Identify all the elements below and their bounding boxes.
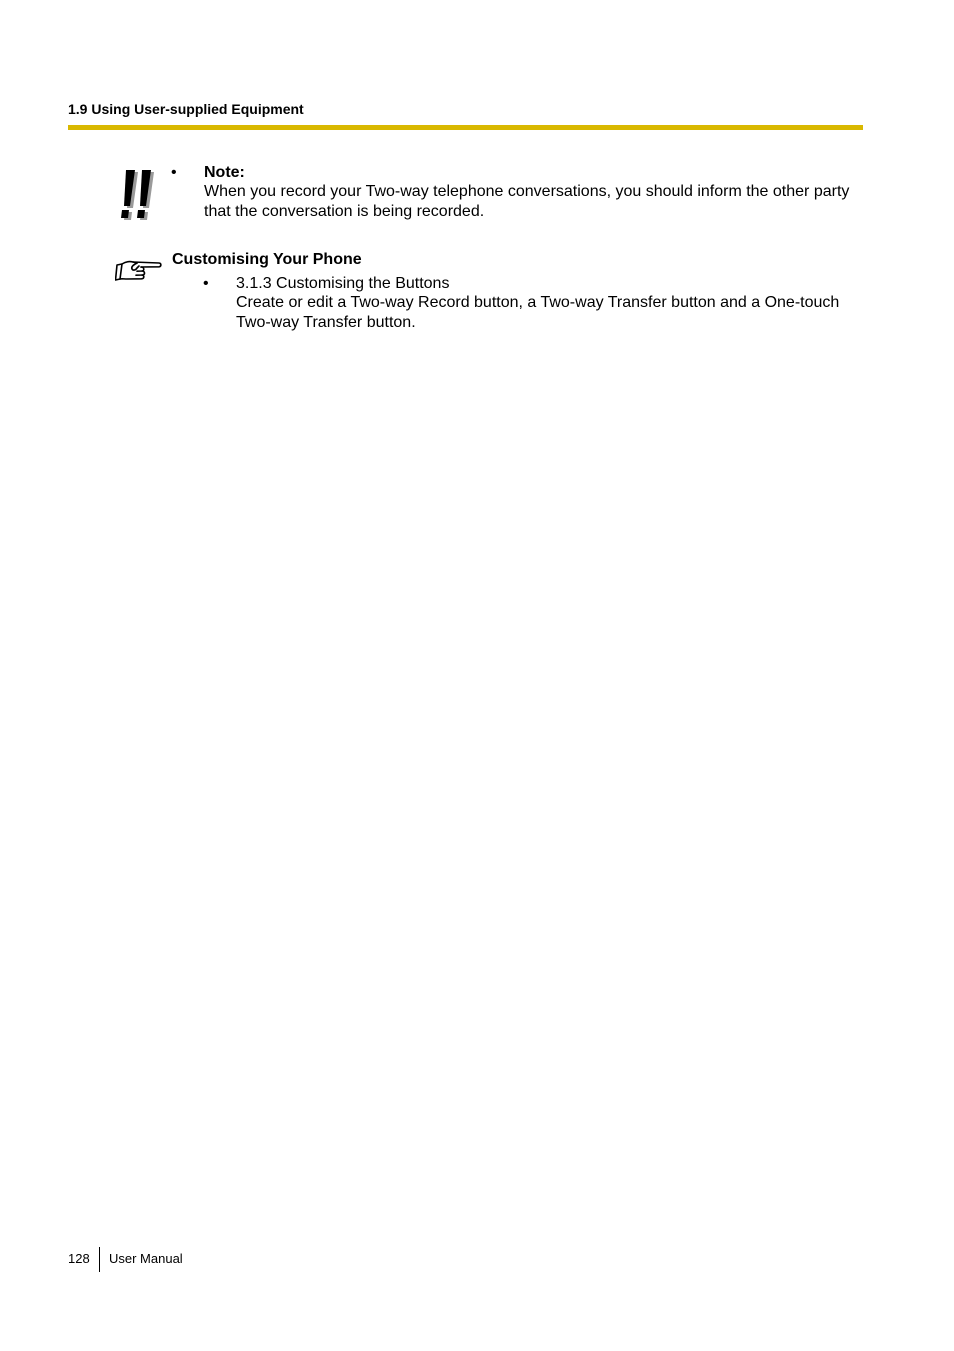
header-rule	[68, 125, 863, 130]
reference-item-description: Create or edit a Two-way Record button, a Two-way Transfer button and a One-touch Two-way Transfer button.	[236, 294, 840, 331]
footer-label: User Manual	[109, 1251, 183, 1266]
note-title: Note:	[204, 164, 245, 181]
note-text: When you record your Two-way telephone conversations, you should inform the other party that the conversation is being recorded.	[204, 183, 850, 220]
reference-title: Customising Your Phone	[172, 251, 362, 268]
page-number: 128	[68, 1251, 90, 1266]
footer-separator	[99, 1247, 100, 1272]
double-exclamation-icon	[114, 168, 160, 224]
reference-item-title[interactable]: 3.1.3 Customising the Buttons	[236, 275, 450, 292]
section-title: 1.9 Using User-supplied Equipment	[68, 101, 304, 117]
pointing-hand-icon	[115, 257, 163, 283]
reference-bullet: •	[203, 275, 209, 292]
note-bullet: •	[171, 164, 177, 181]
